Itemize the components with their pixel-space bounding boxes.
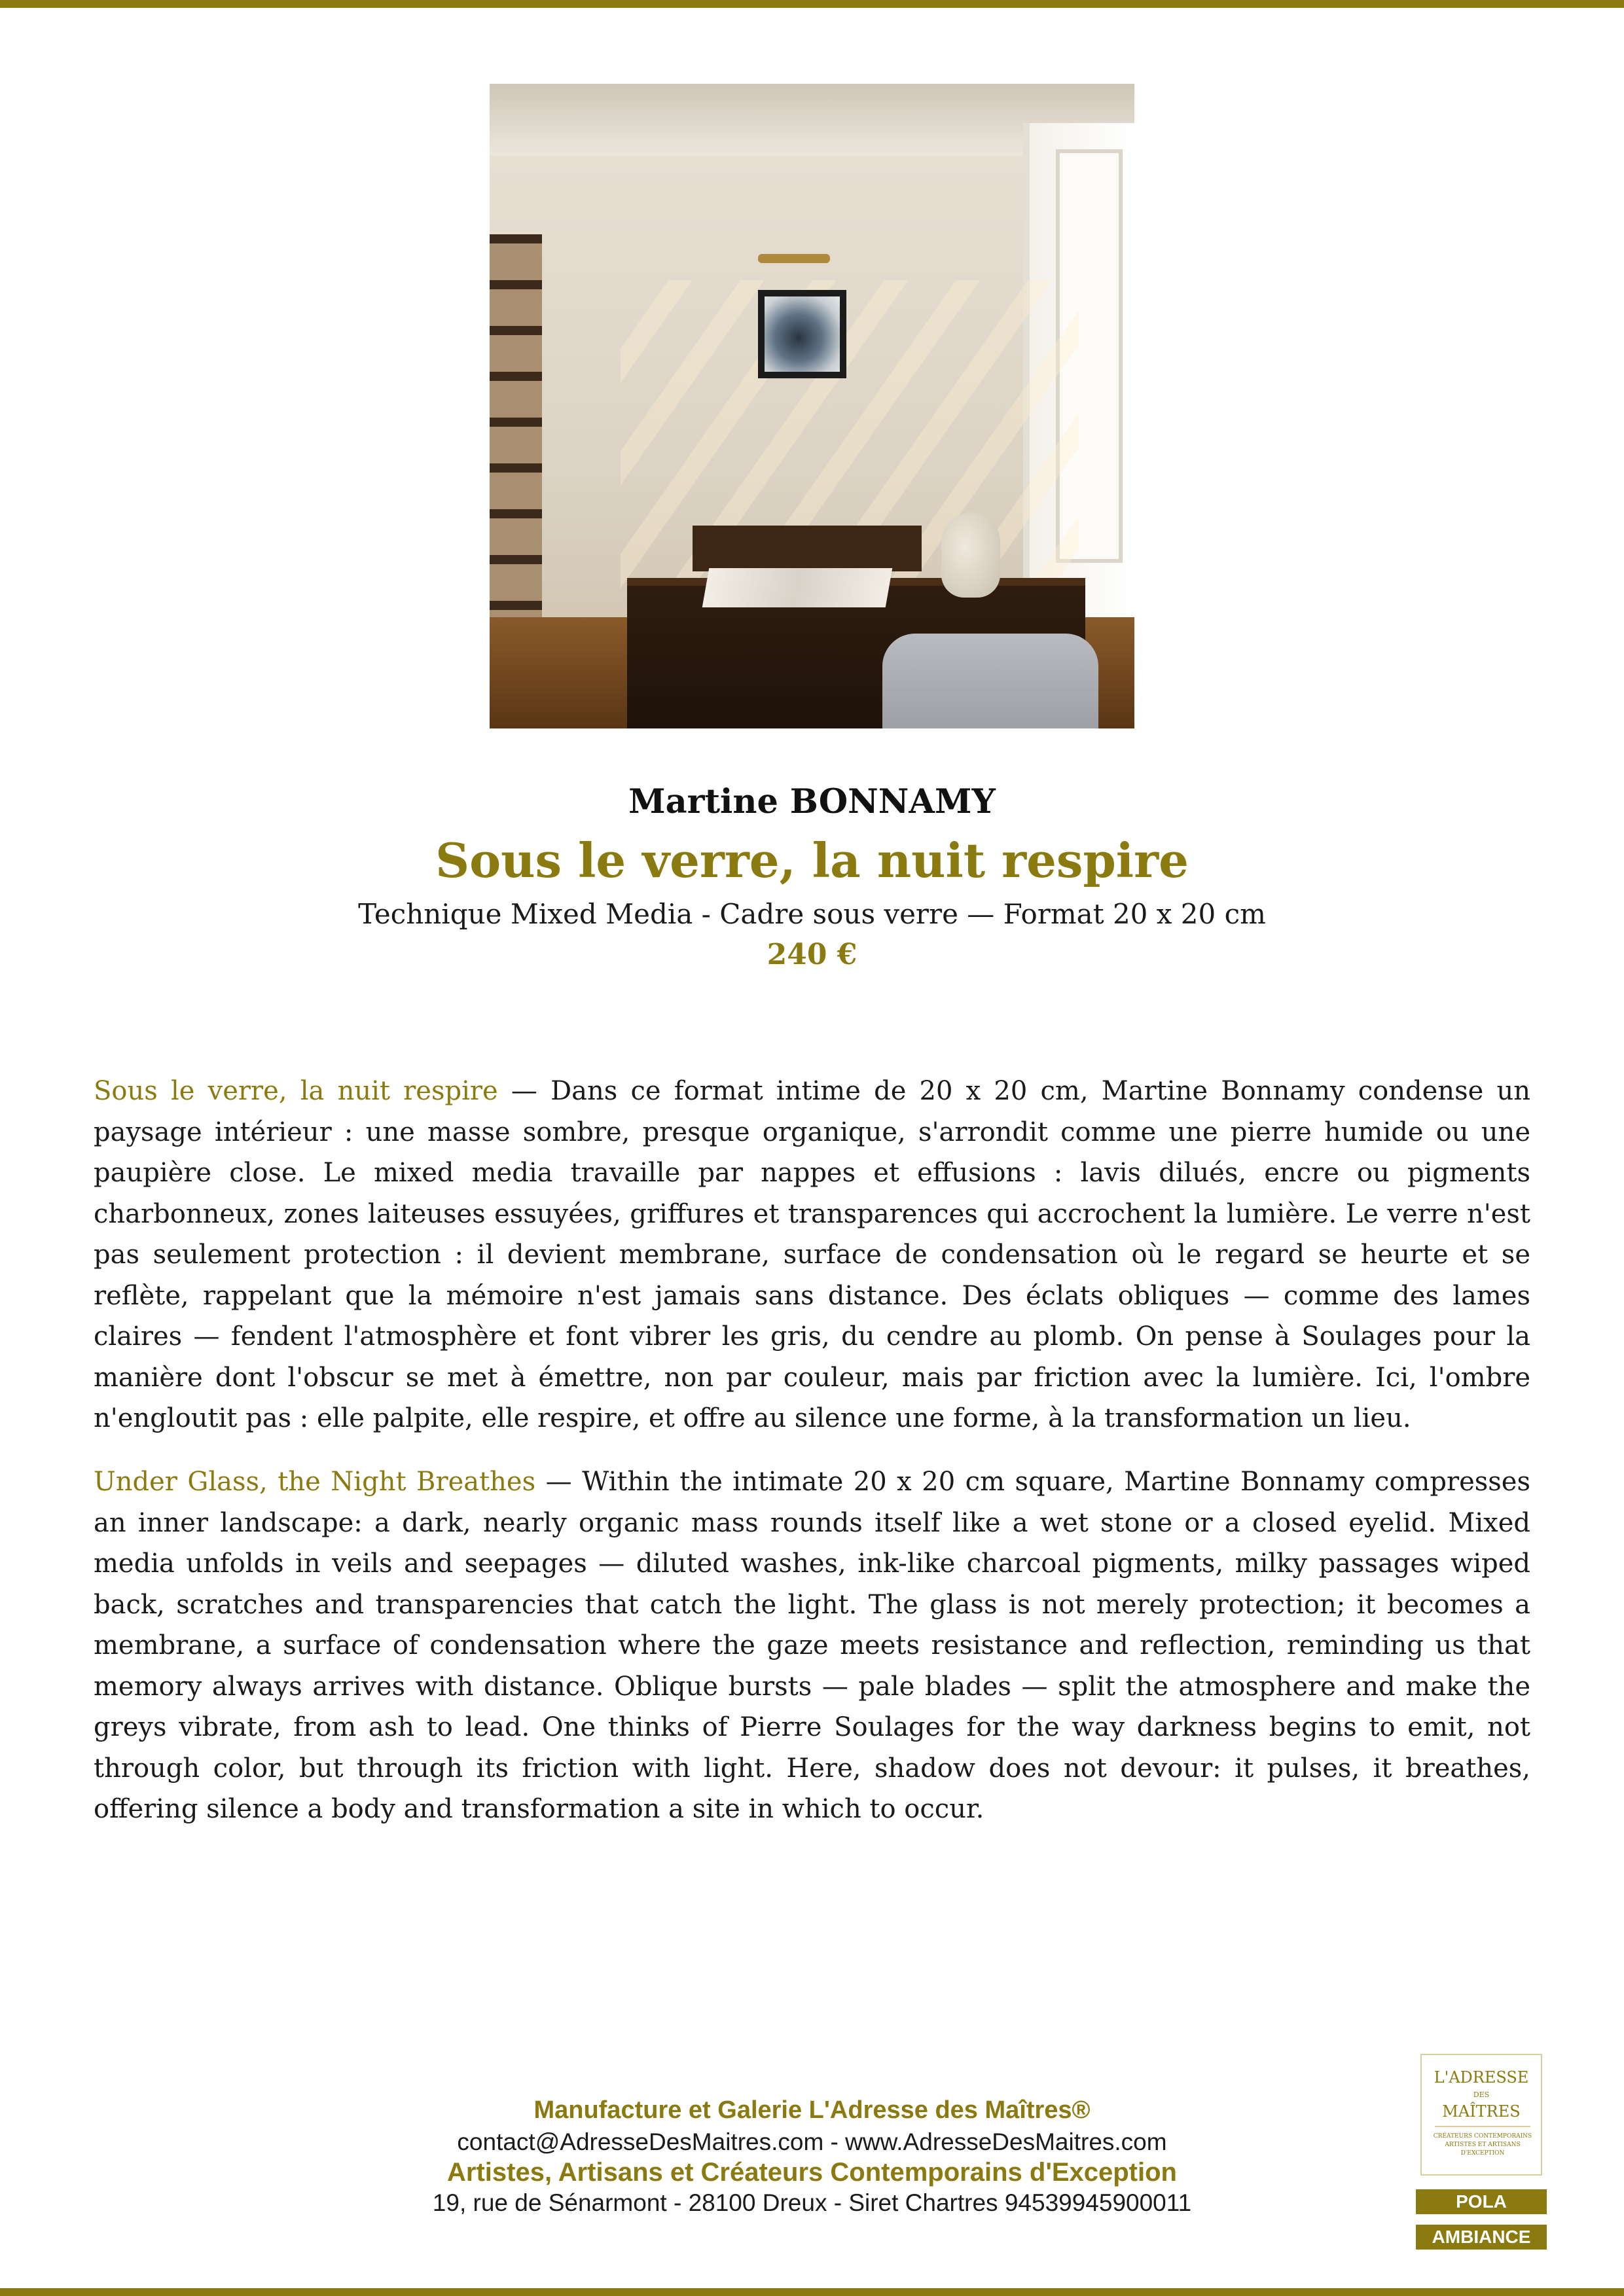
footer-contact[interactable]: contact@AdresseDesMaitres.com - www.AdresseDesMaitres.com (457, 2128, 1167, 2155)
top-rule (0, 0, 1624, 8)
description-english-text: — Within the intimate 20 x 20 cm square, Martine Bonnamy compresses an inner landscape: a dark, nearly organic mass rounds itself like a wet stone or a closed eyelid. Mixed media unfolds in veils and seepages — diluted washes, ink-like charcoal pigments, milky passages wiped back, scratches and transparencies that catch the light. The glass is not merely protection; it becomes a membrane, a surface of condensation where the gaze meets resistance and reflection, reminding us that memory always arrives with distance. Oblique bursts — pale blades — split the atmosphere and make the greys vibrate, from ash to lead. One thinks of Pierre Soulages for the way darkness begins to emit, not through color, but through its friction with light. Here, shadow does not devour: it pulses, it breathes, offering silence a body and transformation a site in which to occur. (94, 1467, 1530, 1824)
footer-tagline: Artistes, Artisans et Créateurs Contemporains d'Exception (447, 2158, 1177, 2187)
description-english (94, 1462, 1530, 1830)
footer-gallery-name: Manufacture et Galerie L'Adresse des Maîtres® (533, 2096, 1091, 2124)
gallery-logo (1420, 2054, 1542, 2176)
tag-ambiance: AMBIANCE (1416, 2225, 1547, 2250)
artwork-room-photo (490, 84, 1134, 728)
photo-artwork-canvas (765, 296, 840, 372)
logo-line-2: DES (1473, 2090, 1490, 2099)
artwork-price: 240 € (767, 938, 857, 971)
photo-vase (941, 512, 1000, 598)
artist-name: Martine BONNAMY (628, 782, 996, 821)
tag-pola: POLA (1416, 2189, 1547, 2214)
artwork-title: Sous le verre, la nuit respire (435, 833, 1189, 888)
logo-line-3: MAÎTRES (1442, 2102, 1521, 2121)
footer-address: 19, rue de Sénarmont - 28100 Dreux - Siret Chartres 94539945900011 (432, 2189, 1192, 2216)
artwork-technique-format: Technique Mixed Media - Cadre sous verre — Format 20 x 20 cm (358, 898, 1266, 930)
logo-line-4: CRÉATEURS CONTEMPORAINS ARTISTES ET ARTISANS D'EXCEPTION (1433, 2133, 1532, 2157)
photo-chair (882, 634, 1098, 728)
description-french-lead: Sous le verre, la nuit respire (94, 1076, 498, 1106)
logo-divider (1435, 2126, 1530, 2127)
photo-framed-artwork (758, 290, 846, 378)
bottom-rule (0, 2288, 1624, 2296)
photo-bookshelf (490, 234, 542, 666)
description-french (94, 1071, 1530, 1439)
photo-sideboard (693, 526, 922, 571)
logo-line-1: L'ADRESSE (1434, 2068, 1529, 2087)
description-french-text: — Dans ce format intime de 20 x 20 cm, Martine Bonnamy condense un paysage intérieur : une masse sombre, presque organique, s'arrondit comme une pierre humide ou une paupière close. Le mixed media travaille par nappes et effusions : lavis dilués, encre ou pigments charbonneux, zones laiteuses essuyées, griffures et transparences qui accrochent la lumière. Le verre n'est pas seulement protection : il devient membrane, surface de condensation où le regard se heurte et se reflète, rappelant que la mémoire n'est jamais sans distance. Des éclats obliques — comme des lames claires — fendent l'atmosphère et font vibrer les gris, du cendre au plomb. On pense à Soulages pour la manière dont l'obscur se met à émettre, non par couleur, mais par friction avec la lumière. Ici, l'ombre n'engloutit pas : elle palpite, elle respire, et offre au silence une forme, à la transformation un lieu. (94, 1076, 1530, 1433)
photo-picture-light (758, 254, 830, 263)
photo-open-book (702, 568, 893, 607)
description-english-lead: Under Glass, the Night Breathes (94, 1467, 536, 1497)
